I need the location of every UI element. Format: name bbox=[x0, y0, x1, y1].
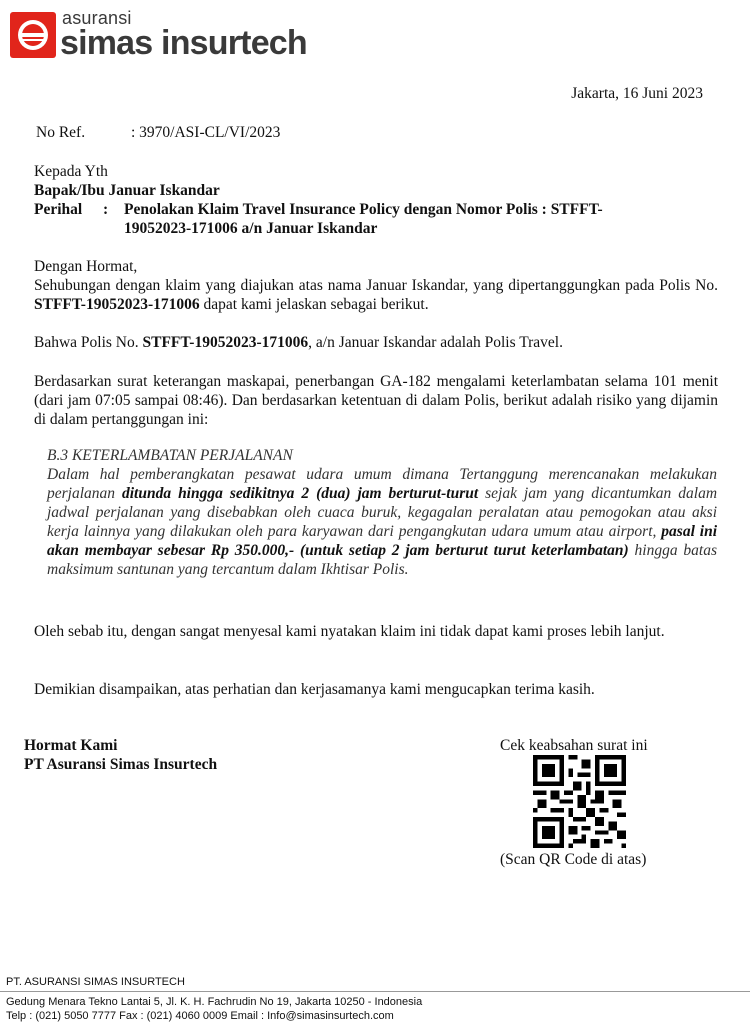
recipient-greeting: Kepada Yth bbox=[34, 163, 108, 180]
recipient-name: Bapak/Ibu Januar Iskandar bbox=[34, 182, 220, 199]
simas-logo-icon bbox=[10, 12, 56, 58]
logo-text-small: asuransi bbox=[62, 8, 132, 28]
footer-address: Gedung Menara Tekno Lantai 5, Jl. K. H. Fachrudin No 19, Jakarta 10250 - Indonesia bbox=[6, 996, 423, 1008]
footer-company: PT. ASURANSI SIMAS INSURTECH bbox=[6, 976, 185, 988]
footer-contact: Telp : (021) 5050 7777 Fax : (021) 4060 0009 Email : Info@simasinsurtech.com bbox=[6, 1010, 394, 1022]
salutation: Dengan Hormat, bbox=[34, 258, 138, 275]
clause-title: B.3 KETERLAMBATAN PERJALANAN bbox=[47, 447, 293, 464]
footer-divider bbox=[0, 991, 750, 992]
logo-text-big: simas insurtech bbox=[60, 24, 307, 62]
qr-caption-bottom: (Scan QR Code di atas) bbox=[500, 851, 647, 868]
closing-line: Hormat Kami bbox=[24, 737, 118, 754]
clause-text: Dalam hal pemberangkatan pesawat udara umum dimana Tertanggung merencanakan melakukan perjalanan ditunda hingga sedikitnya 2 (dua) jam berturut-turut sejak jam yang dicantumkan dalam jadwal perjalanan yang disebabkan oleh cuaca buruk, kegagalan peralatan atau pemogokan atau aksi kerja lainnya yang dilakukan oleh para karyawan dari pengangkutan udara umum atau airport, pasal ini akan membayar sebesar Rp 350.000,- (untuk setiap 2 jam berturut turut keterlambatan) hingga batas maksimum santunan yang tercantum dalam Ikhtisar Polis. bbox=[47, 466, 718, 578]
paragraph-policy-type: Bahwa Polis No. STFFT-19052023-171006, a/n Januar Iskandar adalah Polis Travel. bbox=[34, 334, 563, 351]
paragraph-flight-delay: Berdasarkan surat keterangan maskapai, penerbangan GA-182 mengalami keterlambatan selama 101 menit (dari jam 07:05 sampai 08:46). Dan berdasarkan ketentuan di dalam Polis, berikut adalah risiko yang dijamin di dalam pertanggungan ini: bbox=[34, 373, 718, 428]
paragraph-rejection: Oleh sebab itu, dengan sangat menyesal kami nyatakan klaim ini tidak dapat kami proses lebih lanjut. bbox=[34, 623, 665, 640]
policy-number: STFFT-19052023-171006 bbox=[142, 334, 309, 351]
ref-label: No Ref. bbox=[36, 124, 86, 141]
qr-caption-top: Cek keabsahan surat ini bbox=[500, 737, 648, 754]
subject-label: Perihal bbox=[34, 201, 83, 218]
signatory-company: PT Asuransi Simas Insurtech bbox=[24, 756, 218, 773]
policy-number: STFFT-19052023-171006 bbox=[34, 296, 200, 313]
letter-date: Jakarta, 16 Juni 2023 bbox=[571, 85, 703, 102]
subject-colon: : bbox=[103, 201, 109, 218]
qr-code-icon[interactable] bbox=[533, 755, 626, 848]
subject-text: Penolakan Klaim Travel Insurance Policy dengan Nomor Polis : STFFT-19052023-171006 a/n Januar Iskandar bbox=[124, 201, 603, 237]
ref-value: : 3970/ASI-CL/VI/2023 bbox=[131, 124, 281, 141]
paragraph-intro: Sehubungan dengan klaim yang diajukan atas nama Januar Iskandar, yang dipertanggungkan pada Polis No. STFFT-19052023-171006 dapat kami jelaskan sebagai berikut. bbox=[34, 277, 718, 313]
paragraph-closing: Demikian disampaikan, atas perhatian dan kerjasamanya kami mengucapkan terima kasih. bbox=[34, 681, 595, 698]
